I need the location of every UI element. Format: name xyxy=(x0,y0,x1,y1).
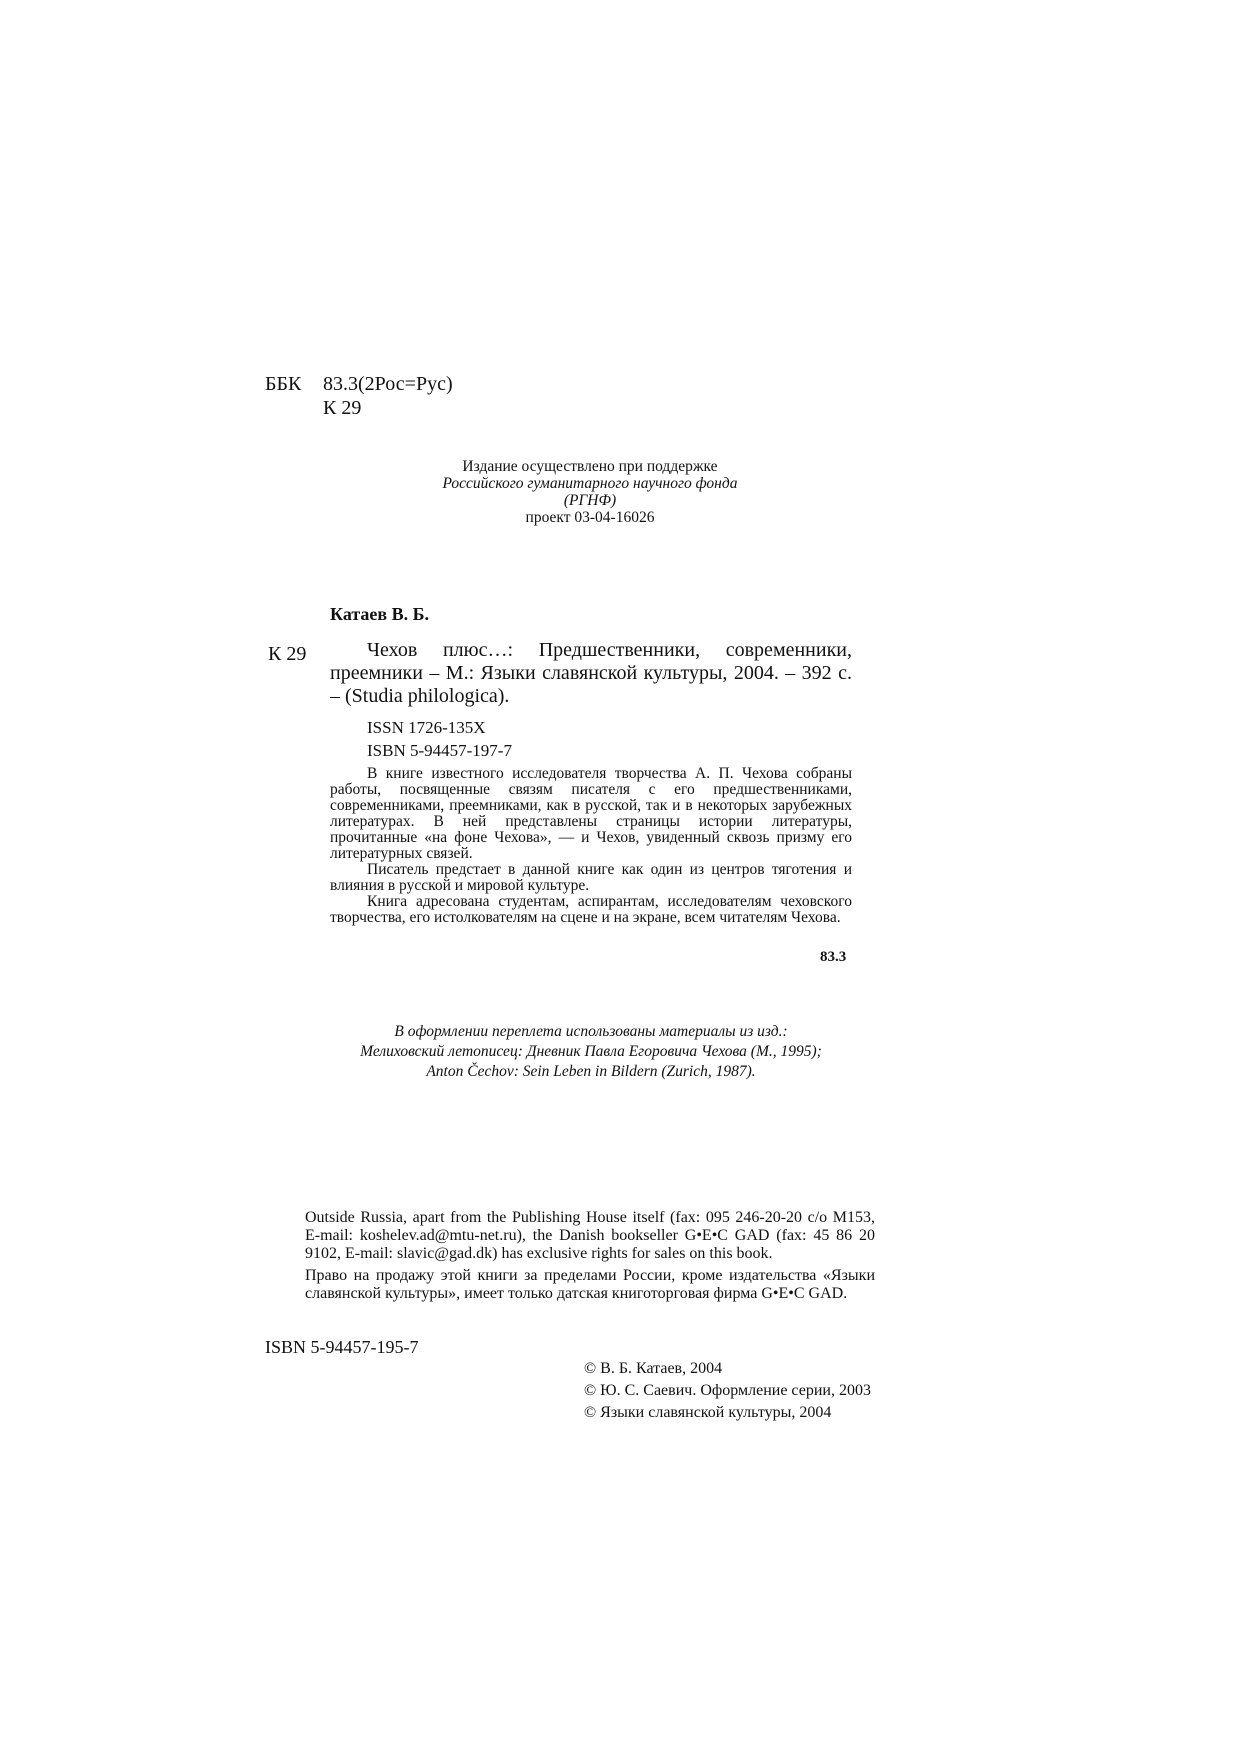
funding-line-3: (РГНФ) xyxy=(563,492,617,509)
funding-line-2: Российского гуманитарного научного фонда xyxy=(442,475,738,492)
author-mark: К 29 xyxy=(268,643,307,665)
bibliographic-record: Чехов плюс…: Предшественники, современники, преемники – М.: Языки славянской культуры, 2004. – 392 с. – (Studia philologica). xyxy=(330,639,852,707)
sales-rights-ru: Право на продажу этой книги за пределами России, кроме издательства «Языки славянской культуры», имеет только датская книготорговая фирма G•E•C GAD. xyxy=(305,1267,875,1302)
cover-note-line-1: В оформлении переплета использованы материалы из изд.: xyxy=(394,1023,788,1040)
identifiers xyxy=(367,716,512,762)
copyright-line-1: © В. Б. Катаев, 2004 xyxy=(584,1360,723,1377)
cover-note-line-2: Мелиховский летописец: Дневник Павла Егоровича Чехова (М., 1995); xyxy=(360,1043,822,1060)
sales-rights-en: Outside Russia, apart from the Publishing House itself (fax: 095 246-20-20 c/o M153, E-mail: koshelev.ad@mtu-net.ru), the Danish bookseller G•E•C GAD (fax: 45 86 20 9102, E-mail: slavic@gad.dk) has exclusive rights for sales on this book. xyxy=(305,1209,875,1262)
copyright-block xyxy=(584,1358,871,1424)
book-author: Катаев В. Б. xyxy=(330,604,430,624)
annotation-paragraph-1: В книге известного исследователя творчества А. П. Чехова собраны работы, посвященные связям писателя с его предшественниками, современниками, преемниками, как в русской, так и в некоторых зарубежных литературах. В ней представлены страницы истории литературы, прочитанные «на фоне Чехова», — и Чехов, увиденный сквозь призму его литературных связей. xyxy=(330,765,852,862)
isbn: ISBN 5-94457-197-7 xyxy=(367,741,512,760)
main-isbn: ISBN 5-94457-195-7 xyxy=(265,1337,419,1357)
cover-note-line-3: Anton Čechov: Sein Leben in Bildern (Zurich, 1987). xyxy=(426,1063,756,1080)
annotation-paragraph-3: Книга адресована студентам, аспирантам, исследователям чеховского творчества, его истолкователям на сцене и на экране, всем читателям Чехова. xyxy=(330,893,852,926)
funding-note xyxy=(380,458,800,526)
funding-line-4: проект 03-04-16026 xyxy=(525,509,655,526)
copyright-line-3: © Языки славянской культуры, 2004 xyxy=(584,1404,832,1421)
sales-rights xyxy=(305,1209,875,1307)
classification-code: 83.3 xyxy=(820,949,847,965)
bbk-label: ББК xyxy=(265,373,302,395)
annotation xyxy=(330,766,852,926)
bbk-code: 83.3(2Рос=Рус) xyxy=(323,373,453,395)
bbk-author-mark: К 29 xyxy=(323,397,362,419)
funding-line-1: Издание осуществлено при поддержке xyxy=(462,458,718,475)
annotation-paragraph-2: Писатель предстает в данной книге как один из центров тяготения и влияния в русской и мировой культуре. xyxy=(330,861,852,894)
copyright-line-2: © Ю. С. Саевич. Оформление серии, 2003 xyxy=(584,1382,871,1399)
issn: ISSN 1726-135X xyxy=(367,718,486,737)
cover-note xyxy=(330,1022,852,1082)
